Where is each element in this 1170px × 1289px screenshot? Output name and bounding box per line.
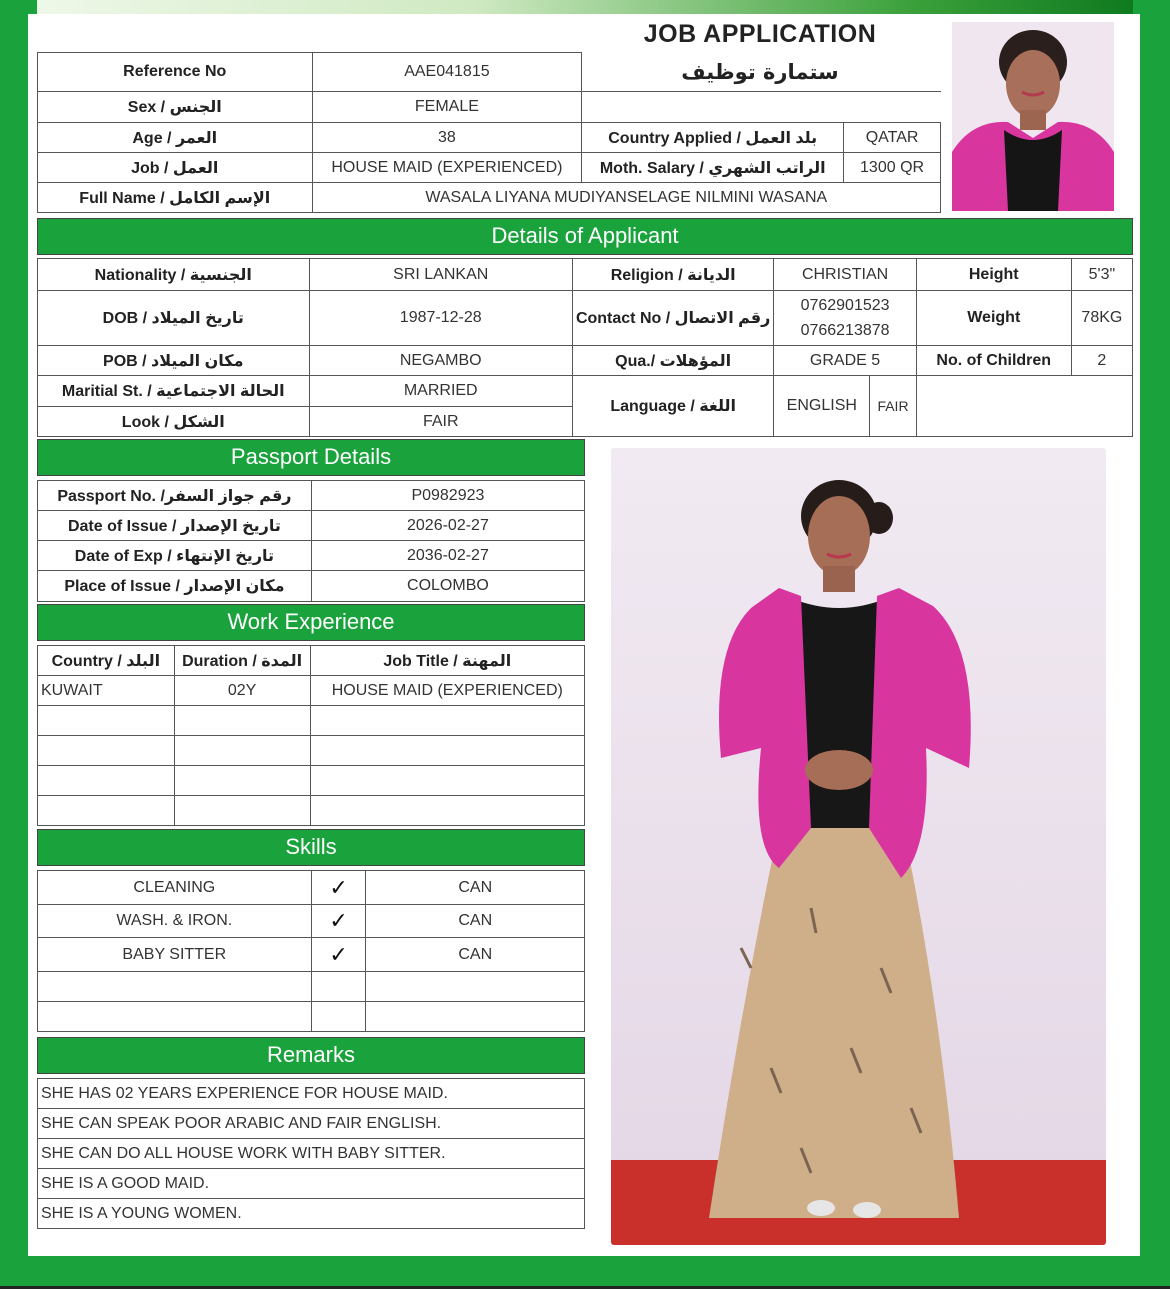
blank-cell: [582, 92, 941, 123]
work-job: HOUSE MAID (EXPERIENCED): [310, 676, 584, 706]
reference-value: AAE041815: [312, 53, 582, 92]
dob-label: DOB / تاريخ الميلاد: [38, 291, 310, 346]
blank-cell: [582, 53, 941, 92]
issue-place-value: COLOMBO: [311, 571, 584, 602]
table-row: [38, 1002, 585, 1032]
remark-line: SHE HAS 02 YEARS EXPERIENCE FOR HOUSE MAID.: [38, 1079, 585, 1109]
issue-date-label: Date of Issue / تاريخ الإصدار: [38, 511, 312, 541]
marital-label: Maritial St. / الحالة الاجتماعية: [38, 376, 310, 407]
table-row: [38, 1169, 585, 1199]
passport-no-label: Passport No. /رقم جواز السفر: [38, 481, 312, 511]
language-level: FAIR: [870, 376, 917, 437]
page-title-arabic: ستمارة توظيف: [681, 60, 839, 84]
remarks-table: [37, 1078, 585, 1229]
details-table: [37, 258, 1133, 437]
sex-label: Sex / الجنس: [38, 92, 313, 123]
qualification-label: Qua./ المؤهلات: [572, 346, 773, 376]
nationality-label: Nationality / الجنسية: [38, 259, 310, 291]
details-heading: Details of Applicant: [37, 218, 1133, 255]
table-row: [38, 972, 585, 1002]
table-row: [38, 1109, 585, 1139]
remarks-heading: Remarks: [37, 1037, 585, 1074]
table-row: [38, 871, 585, 905]
table-row: [38, 706, 585, 736]
contact-number-1: 0762901523: [800, 297, 890, 314]
check-icon: ✓: [311, 938, 366, 972]
issue-place-label: Place of Issue / مكان الإصدار: [38, 571, 312, 602]
full-body-photo: [611, 448, 1106, 1245]
age-value: 38: [312, 123, 582, 153]
look-value: FAIR: [309, 407, 572, 437]
dob-value: 1987-12-28: [309, 291, 572, 346]
skills-table: [37, 870, 585, 1032]
remark-line: SHE CAN SPEAK POOR ARABIC AND FAIR ENGLISH.: [38, 1109, 585, 1139]
table-row: [38, 1139, 585, 1169]
table-row: [38, 905, 585, 938]
skill-name: BABY SITTER: [38, 938, 312, 972]
remark-line: SHE IS A YOUNG WOMEN.: [38, 1199, 585, 1229]
check-icon: ✓: [311, 905, 366, 938]
full-name-value: WASALA LIYANA MUDIYANSELAGE NILMINI WASANA: [312, 183, 940, 213]
work-col-job: Job Title / المهنة: [310, 646, 584, 676]
religion-value: CHRISTIAN: [774, 259, 916, 291]
work-heading: Work Experience: [37, 604, 585, 641]
salary-label: Moth. Salary / الراتب الشهري: [582, 153, 844, 183]
religion-label: Religion / الديانة: [572, 259, 773, 291]
age-label: Age / العمر: [38, 123, 313, 153]
skills-heading: Skills: [37, 829, 585, 866]
pob-label: POB / مكان الميلاد: [38, 346, 310, 376]
skill-level: CAN: [366, 871, 585, 905]
blank-cell: [916, 376, 1132, 437]
pob-value: NEGAMBO: [309, 346, 572, 376]
job-value: HOUSE MAID (EXPERIENCED): [312, 153, 582, 183]
header-band: [37, 0, 1133, 14]
passport-no-value: P0982923: [311, 481, 584, 511]
table-row: [38, 766, 585, 796]
height-label: Height: [916, 259, 1071, 291]
skill-name: WASH. & IRON.: [38, 905, 312, 938]
table-row: [38, 676, 585, 706]
country-applied-value: QATAR: [844, 123, 941, 153]
table-row: [38, 938, 585, 972]
remark-line: SHE CAN DO ALL HOUSE WORK WITH BABY SITTER.: [38, 1139, 585, 1169]
language-value: ENGLISH: [774, 376, 870, 437]
reference-label: Reference No: [38, 53, 313, 92]
job-label: Job / العمل: [38, 153, 313, 183]
contact-values: [774, 291, 916, 346]
work-duration: 02Y: [174, 676, 310, 706]
expiry-date-label: Date of Exp / تاريخ الإنتهاء: [38, 541, 312, 571]
work-table: [37, 645, 585, 826]
work-country: KUWAIT: [38, 676, 175, 706]
table-row: [38, 796, 585, 826]
marital-value: MARRIED: [309, 376, 572, 407]
salary-value: 1300 QR: [844, 153, 941, 183]
reference-table: [37, 52, 941, 213]
children-label: No. of Children: [916, 346, 1071, 376]
qualification-value: GRADE 5: [774, 346, 916, 376]
passport-table: [37, 480, 585, 602]
table-row: [38, 736, 585, 766]
contact-number-2: 0766213878: [800, 322, 890, 339]
country-applied-label: Country Applied / بلد العمل: [582, 123, 844, 153]
weight-value: 78KG: [1071, 291, 1132, 346]
full-name-label: Full Name / الإسم الكامل: [38, 183, 313, 213]
work-col-duration: Duration / المدة: [174, 646, 310, 676]
look-label: Look / الشكل: [38, 407, 310, 437]
remark-line: SHE IS A GOOD MAID.: [38, 1169, 585, 1199]
children-value: 2: [1071, 346, 1132, 376]
skill-level: CAN: [366, 938, 585, 972]
headshot-photo: [952, 22, 1114, 211]
skill-level: CAN: [366, 905, 585, 938]
nationality-value: SRI LANKAN: [309, 259, 572, 291]
issue-date-value: 2026-02-27: [311, 511, 584, 541]
language-label: Language / اللغة: [572, 376, 773, 437]
weight-label: Weight: [916, 291, 1071, 346]
expiry-date-value: 2036-02-27: [311, 541, 584, 571]
contact-label: Contact No / رقم الاتصال: [572, 291, 773, 346]
work-col-country: Country / البلد: [38, 646, 175, 676]
height-value: 5'3": [1071, 259, 1132, 291]
table-row: [38, 1199, 585, 1229]
passport-heading: Passport Details: [37, 439, 585, 476]
table-row: [38, 1079, 585, 1109]
skill-name: CLEANING: [38, 871, 312, 905]
sex-value: FEMALE: [312, 92, 582, 123]
check-icon: ✓: [311, 871, 366, 905]
page-title: JOB APPLICATION: [643, 20, 877, 48]
